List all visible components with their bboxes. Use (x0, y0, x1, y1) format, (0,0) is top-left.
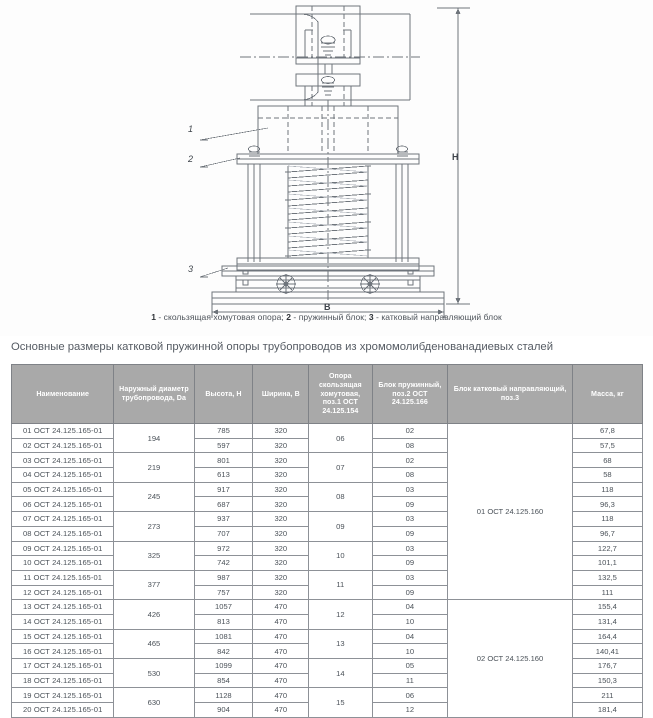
caption-num-2: 2 (286, 312, 291, 322)
cell-height: 1057 (194, 600, 253, 615)
cell-diameter: 377 (114, 570, 194, 599)
cell-spring-block: 08 (372, 438, 448, 453)
roller-right (360, 274, 380, 294)
cell-width: 320 (253, 497, 309, 512)
dimension-label-H: H (452, 152, 459, 162)
cell-width: 320 (253, 482, 309, 497)
technical-drawing (0, 0, 653, 336)
cell-width: 470 (253, 644, 309, 659)
cell-mass: 118 (572, 512, 642, 527)
cell-spring-block: 12 (372, 703, 448, 718)
cell-height: 1099 (194, 659, 253, 674)
callout-label-2: 2 (188, 154, 194, 164)
caption-text-2: - пружинный блок; (290, 312, 369, 322)
cell-spring-block: 10 (372, 614, 448, 629)
cell-spring-block: 09 (372, 497, 448, 512)
cell-name: 19 ОСТ 24.125.165-01 (12, 688, 114, 703)
cell-name: 07 ОСТ 24.125.165-01 (12, 512, 114, 527)
cell-sliding-support: 11 (309, 570, 372, 599)
cell-roller-block: 01 ОСТ 24.125.160 (448, 424, 573, 600)
cell-name: 13 ОСТ 24.125.165-01 (12, 600, 114, 615)
table-header (12, 365, 643, 424)
cell-name: 20 ОСТ 24.125.165-01 (12, 703, 114, 718)
bolt-upper (321, 36, 335, 58)
column-header-spring: Блок пружинный, поз.2 ОСТ 24.125.166 (372, 365, 448, 424)
cell-sliding-support: 07 (309, 453, 372, 482)
cell-height: 801 (194, 453, 253, 468)
cell-spring-block: 02 (372, 453, 448, 468)
cell-height: 987 (194, 570, 253, 585)
cell-name: 03 ОСТ 24.125.165-01 (12, 453, 114, 468)
cell-height: 742 (194, 556, 253, 571)
cell-spring-block: 10 (372, 644, 448, 659)
cell-height: 904 (194, 703, 253, 718)
cell-sliding-support: 13 (309, 629, 372, 658)
cell-mass: 118 (572, 482, 642, 497)
callout-label-3: 3 (188, 264, 194, 274)
cell-mass: 111 (572, 585, 642, 600)
cell-name: 17 ОСТ 24.125.165-01 (12, 659, 114, 674)
cell-width: 470 (253, 659, 309, 674)
cell-sliding-support: 08 (309, 482, 372, 511)
cell-diameter: 219 (114, 453, 194, 482)
cell-mass: 181,4 (572, 703, 642, 718)
cell-diameter: 245 (114, 482, 194, 511)
spring-roller-support-drawing (0, 0, 653, 336)
dimension-label-B: B (324, 302, 331, 312)
cell-spring-block: 11 (372, 673, 448, 688)
cell-diameter: 426 (114, 600, 194, 629)
column-header-width: Ширина, B (253, 365, 309, 424)
cell-height: 597 (194, 438, 253, 453)
cell-spring-block: 04 (372, 600, 448, 615)
cell-sliding-support: 09 (309, 512, 372, 541)
cell-diameter: 273 (114, 512, 194, 541)
cell-sliding-support: 12 (309, 600, 372, 629)
cell-spring-block: 09 (372, 585, 448, 600)
specifications-table (11, 364, 643, 718)
cell-width: 470 (253, 629, 309, 644)
cell-spring-block: 09 (372, 526, 448, 541)
cell-spring-block: 09 (372, 556, 448, 571)
cell-mass: 211 (572, 688, 642, 703)
cell-width: 320 (253, 453, 309, 468)
table-header-row (12, 365, 643, 424)
cell-width: 320 (253, 424, 309, 439)
cell-name: 01 ОСТ 24.125.165-01 (12, 424, 114, 439)
cell-spring-block: 04 (372, 629, 448, 644)
cell-name: 04 ОСТ 24.125.165-01 (12, 468, 114, 483)
caption-text-1: - скользящая хомутовая опора; (155, 312, 287, 322)
cell-width: 320 (253, 585, 309, 600)
cell-height: 854 (194, 673, 253, 688)
cell-spring-block: 06 (372, 688, 448, 703)
cell-width: 320 (253, 541, 309, 556)
cell-height: 757 (194, 585, 253, 600)
cell-mass: 101,1 (572, 556, 642, 571)
cell-spring-block: 03 (372, 512, 448, 527)
cell-height: 842 (194, 644, 253, 659)
cell-height: 1081 (194, 629, 253, 644)
column-header-name: Наименование (12, 365, 114, 424)
column-header-roller: Блок катковый направляющий, поз.3 (448, 365, 573, 424)
cell-spring-block: 05 (372, 659, 448, 674)
table-title: Основные размеры катковой пружинной опоры трубопроводов из хромомолибденованадиевых сталей (11, 341, 554, 353)
cell-diameter: 465 (114, 629, 194, 658)
cell-name: 09 ОСТ 24.125.165-01 (12, 541, 114, 556)
cell-width: 320 (253, 468, 309, 483)
cell-width: 320 (253, 438, 309, 453)
cell-width: 320 (253, 570, 309, 585)
cell-mass: 150,3 (572, 673, 642, 688)
cell-width: 470 (253, 600, 309, 615)
table-row (12, 424, 643, 439)
cell-height: 917 (194, 482, 253, 497)
cell-mass: 58 (572, 468, 642, 483)
cell-name: 05 ОСТ 24.125.165-01 (12, 482, 114, 497)
column-header-mass: Масса, кг (572, 365, 642, 424)
cell-name: 12 ОСТ 24.125.165-01 (12, 585, 114, 600)
caption-text-3: - катковый направляющий блок (373, 312, 502, 322)
cell-sliding-support: 06 (309, 424, 372, 453)
cell-spring-block: 03 (372, 570, 448, 585)
roller-left (276, 274, 296, 294)
cell-name: 06 ОСТ 24.125.165-01 (12, 497, 114, 512)
cell-spring-block: 02 (372, 424, 448, 439)
callout-label-1: 1 (188, 124, 194, 134)
cell-height: 813 (194, 614, 253, 629)
cell-height: 1128 (194, 688, 253, 703)
cell-height: 937 (194, 512, 253, 527)
cell-width: 320 (253, 556, 309, 571)
cell-height: 613 (194, 468, 253, 483)
cell-mass: 96,7 (572, 526, 642, 541)
cell-width: 320 (253, 512, 309, 527)
drawing-caption (0, 312, 653, 322)
cell-width: 470 (253, 673, 309, 688)
bolt-shank (325, 64, 332, 74)
cell-diameter: 325 (114, 541, 194, 570)
column-header-diameter: Наружный диаметр трубопровода, Da (114, 365, 194, 424)
cell-mass: 164,4 (572, 629, 642, 644)
cell-mass: 57,5 (572, 438, 642, 453)
cell-diameter: 194 (114, 424, 194, 453)
cell-mass: 68 (572, 453, 642, 468)
cell-sliding-support: 14 (309, 659, 372, 688)
cell-name: 11 ОСТ 24.125.165-01 (12, 570, 114, 585)
cell-spring-block: 03 (372, 541, 448, 556)
cell-sliding-support: 10 (309, 541, 372, 570)
cell-width: 470 (253, 703, 309, 718)
caption-num-1: 1 (151, 312, 156, 322)
cell-name: 08 ОСТ 24.125.165-01 (12, 526, 114, 541)
cell-roller-block: 02 ОСТ 24.125.160 (448, 600, 573, 718)
cell-spring-block: 03 (372, 482, 448, 497)
cell-name: 02 ОСТ 24.125.165-01 (12, 438, 114, 453)
cell-mass: 122,7 (572, 541, 642, 556)
cell-name: 10 ОСТ 24.125.165-01 (12, 556, 114, 571)
cell-width: 470 (253, 688, 309, 703)
cell-mass: 155,4 (572, 600, 642, 615)
cell-diameter: 630 (114, 688, 194, 717)
cell-name: 18 ОСТ 24.125.165-01 (12, 673, 114, 688)
cell-spring-block: 08 (372, 468, 448, 483)
cell-width: 470 (253, 614, 309, 629)
cell-name: 14 ОСТ 24.125.165-01 (12, 614, 114, 629)
cell-mass: 140,41 (572, 644, 642, 659)
cell-name: 16 ОСТ 24.125.165-01 (12, 644, 114, 659)
cell-diameter: 530 (114, 659, 194, 688)
cell-height: 687 (194, 497, 253, 512)
cell-height: 707 (194, 526, 253, 541)
column-header-sliding: Опора скользящая хомутовая, поз.1 ОСТ 24.125.154 (309, 365, 372, 424)
cell-height: 785 (194, 424, 253, 439)
table-row (12, 600, 643, 615)
cell-mass: 96,3 (572, 497, 642, 512)
table-body (12, 424, 643, 718)
cell-mass: 176,7 (572, 659, 642, 674)
cell-width: 320 (253, 526, 309, 541)
caption-num-3: 3 (368, 312, 374, 322)
column-header-height: Высота, H (194, 365, 253, 424)
cell-mass: 131,4 (572, 614, 642, 629)
cell-mass: 67,8 (572, 424, 642, 439)
cell-height: 972 (194, 541, 253, 556)
cell-mass: 132,5 (572, 570, 642, 585)
cell-name: 15 ОСТ 24.125.165-01 (12, 629, 114, 644)
cell-sliding-support: 15 (309, 688, 372, 717)
